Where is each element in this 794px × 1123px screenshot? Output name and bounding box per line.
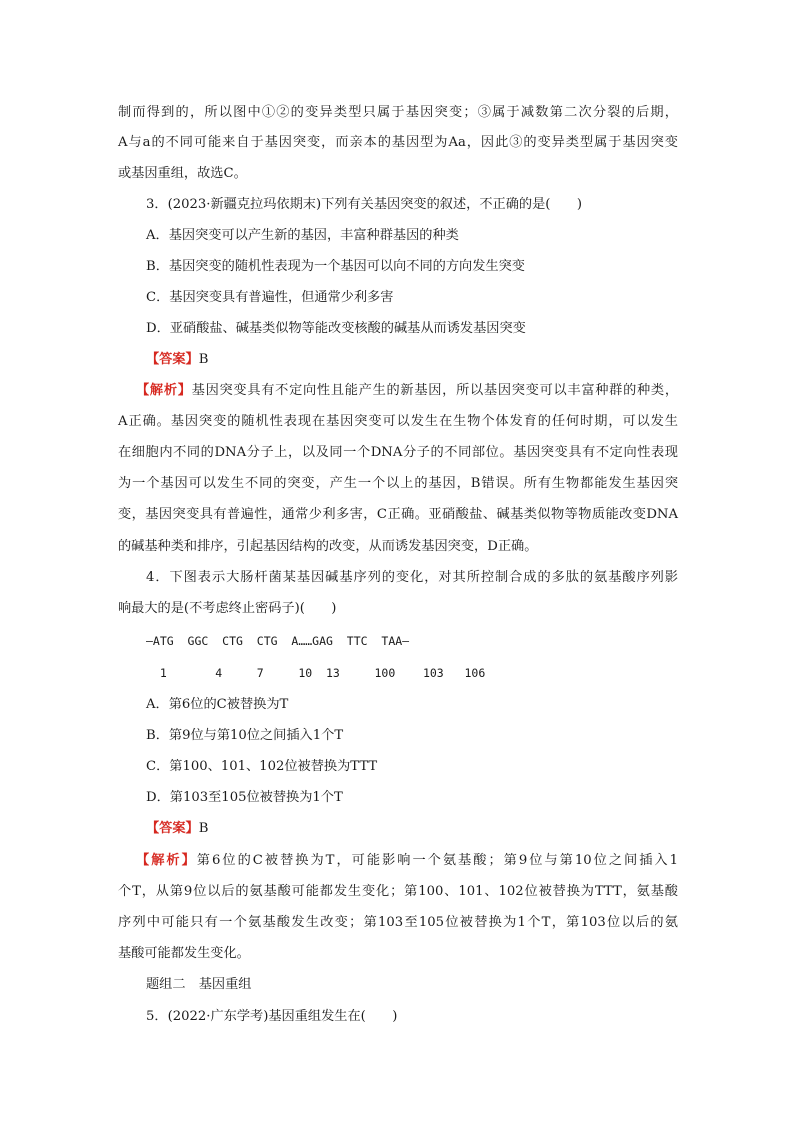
q3-option-d: D．亚硝酸盐、碱基类似物等能改变核酸的碱基从而诱发基因突变 (146, 321, 526, 336)
q3-analysis-line-4: 为一个基因可以发生不同的突变，产生一个以上的基因，B错误。所有生物都能发生基因突 (118, 476, 678, 491)
q4-option-b: B．第9位与第10位之间插入1个T (146, 728, 344, 743)
q5-stem: 5．(2022·广东学考)基因重组发生在( ) (146, 1009, 398, 1024)
q3-analysis-line-5: 变，基因突变具有普遍性，通常少利多害，C正确。亚硝酸盐、碱基类似物等物质能改变DNA (118, 507, 678, 522)
q3-analysis-line-3: 在细胞内不同的DNA分子上，以及同一个DNA分子的不同部位。基因突变具有不定向性表现 (118, 445, 678, 460)
q4-stem-line-1: 4．下图表示大肠杆菌某基因碱基序列的变化，对其所控制合成的多肽的氨基酸序列影 (146, 570, 678, 585)
q4-option-c: C．第100、101、102位被替换为TTT (146, 759, 378, 774)
intro-line-2: A与a的不同可能来自于基因突变，而亲本的基因型为Aa，因此③的变异类型属于基因突变 (118, 135, 678, 150)
q3-option-c: C．基因突变具有普遍性，但通常少利多害 (146, 290, 394, 305)
q4-analysis-text-1: 第6位的C被替换为T，可能影响一个氨基酸；第9位与第10位之间插入1 (196, 853, 679, 868)
q3-analysis-text-1: 基因突变具有不定向性且能产生的新基因，所以基因突变可以丰富种群的种类， (191, 383, 679, 398)
q3-option-a: A．基因突变可以产生新的基因，丰富种群基因的种类 (146, 228, 459, 243)
intro-line-3: 或基因重组，故选C。 (118, 166, 247, 181)
q3-analysis-label: 【解析】 (136, 383, 192, 398)
q4-answer (146, 819, 678, 839)
q4-analysis-line-1 (136, 851, 678, 871)
q3-answer-value: B (198, 352, 209, 367)
q4-option-d: D．第103至105位被替换为1个T (146, 790, 343, 805)
q3-analysis-line-2: A正确。基因突变的随机性表现在基因突变可以发生在生物个体发育的任何时期，可以发生 (118, 414, 678, 429)
q4-analysis-line-3: 序列中可能只有一个氨基酸发生改变；第103至105位被替换为1个T，第103位以后的氨 (118, 915, 678, 930)
q3-analysis-line-1 (136, 381, 678, 401)
q4-analysis-label: 【解析】 (136, 853, 197, 868)
q4-answer-value: B (198, 821, 209, 836)
intro-line-1: 制而得到的，所以图中①②的变异类型只属于基因突变；③属于减数第二次分裂的后期， (118, 105, 678, 120)
group2-heading: 题组二 基因重组 (146, 977, 252, 992)
q3-analysis-line-6: 的碱基种类和排序，引起基因结构的改变，从而诱发基因突变，D正确。 (118, 539, 538, 554)
q4-analysis-line-4: 基酸可能都发生变化。 (118, 946, 250, 961)
q3-answer-label: 【答案】 (146, 352, 199, 367)
q3-answer (146, 350, 678, 370)
q3-stem: 3．(2023·新疆克拉玛依期末)下列有关基因突变的叙述，不正确的是( ) (146, 197, 582, 212)
q3-option-b: B．基因突变的随机性表现为一个基因可以向不同的方向发生突变 (146, 259, 525, 274)
q4-base-positions: 1 4 7 10 13 100 103 106 (146, 666, 486, 680)
q4-base-sequence: —ATG GGC CTG CTG A……GAG TTC TAA— (146, 634, 410, 648)
q4-analysis-line-2: 个T，从第9位以后的氨基酸可能都发生变化；第100、101、102位被替换为TTT，氨基酸 (118, 884, 678, 899)
q4-stem-line-2: 响最大的是(不考虑终止密码子)( ) (118, 601, 337, 616)
q4-option-a: A．第6位的C被替换为T (146, 697, 289, 712)
q4-answer-label: 【答案】 (146, 821, 199, 836)
